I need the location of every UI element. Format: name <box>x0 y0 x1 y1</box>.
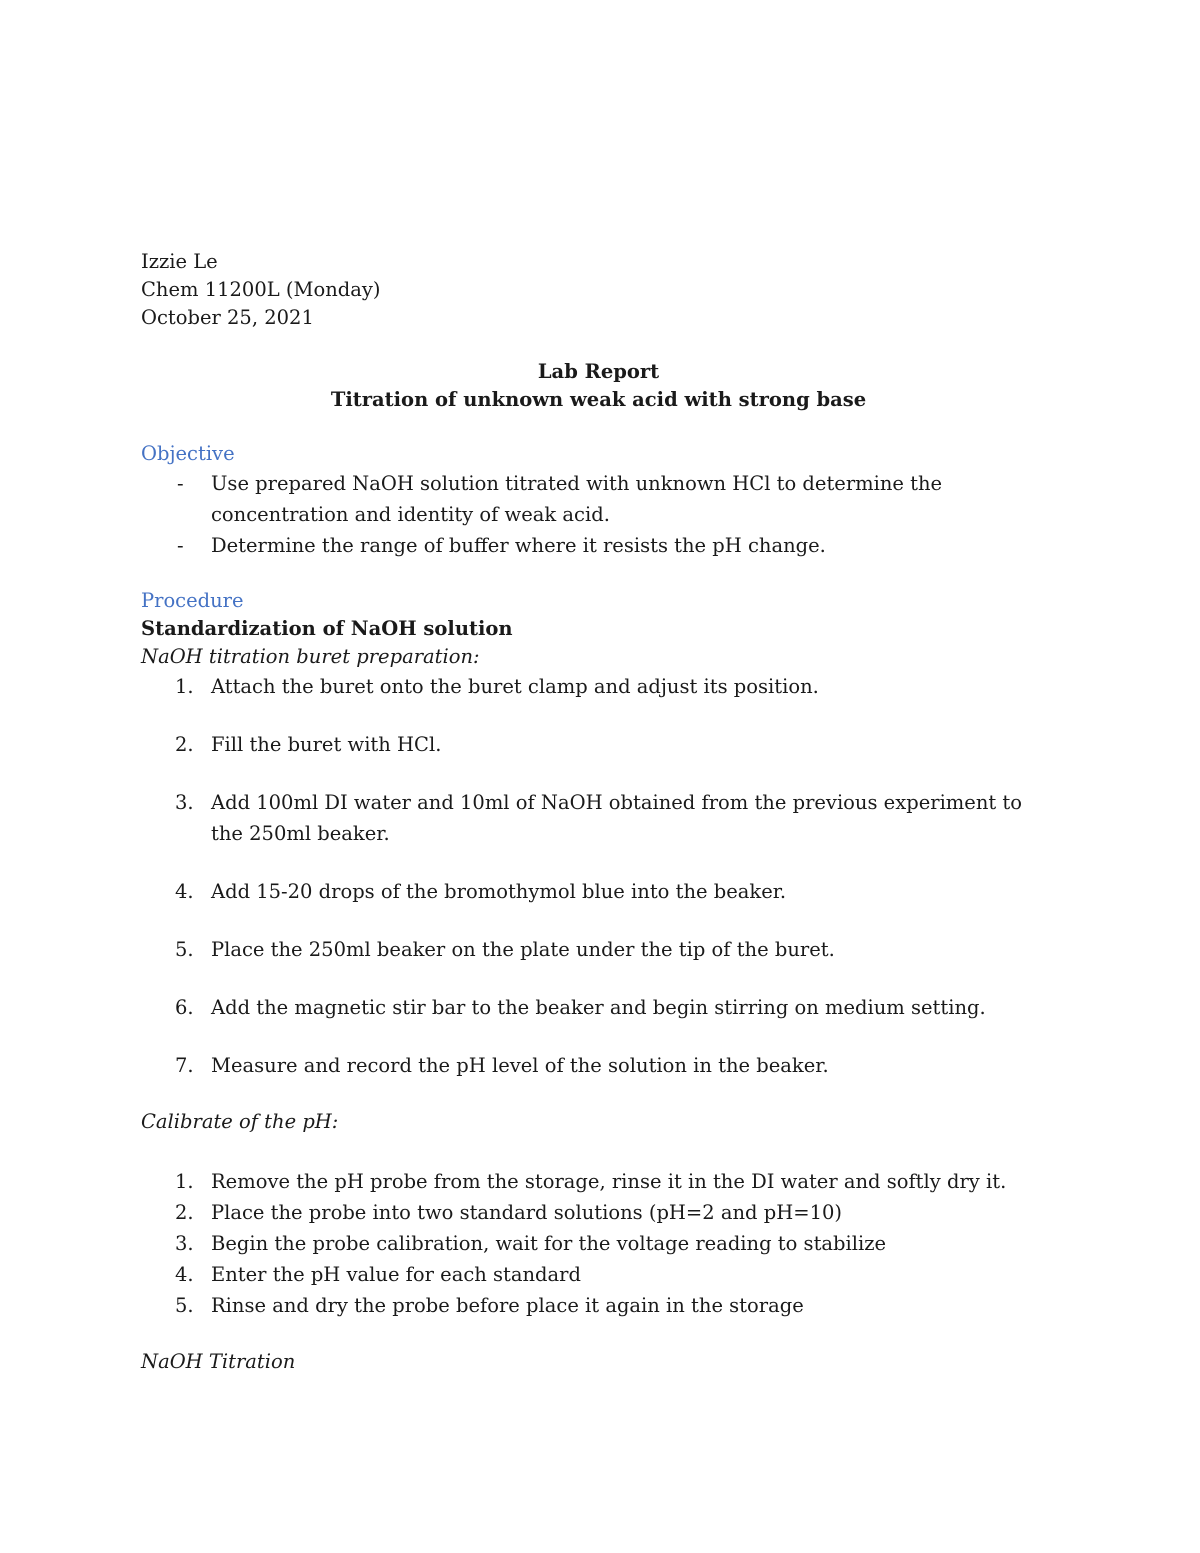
objective-list <box>141 468 1056 561</box>
calibrate-step-text: Begin the probe calibration, wait for the voltage reading to stabilize <box>211 1232 887 1255</box>
calibrate-step: 5. Rinse and dry the probe before place it again in the storage <box>175 1294 804 1317</box>
author-name: Izzie Le <box>141 250 218 273</box>
buret-step: 6. Add the magnetic stir bar to the beaker and begin stirring on medium setting. <box>175 996 986 1019</box>
document-page <box>141 248 1056 1376</box>
calibrate-steps <box>141 1166 1056 1321</box>
objective-text: Use prepared NaOH solution titrated with unknown HCl to determine the concentration and identity of weak acid. <box>211 472 943 526</box>
calibrate-step: 2. Place the probe into two standard solutions (pH=2 and pH=10) <box>175 1201 842 1224</box>
buret-step-text: Measure and record the pH level of the solution in the beaker. <box>211 1054 829 1077</box>
dash-marker: - <box>177 472 184 495</box>
calibrate-step-text: Remove the pH probe from the storage, rinse it in the DI water and softly dry it. <box>211 1170 1007 1193</box>
buret-step-text: Add 100ml DI water and 10ml of NaOH obtained from the previous experiment to the 250ml beaker. <box>211 791 1023 845</box>
buret-step: 5. Place the 250ml beaker on the plate under the tip of the buret. <box>175 938 835 961</box>
buret-step-text: Add 15-20 drops of the bromothymol blue into the beaker. <box>211 880 787 903</box>
calibrate-step-text: Place the probe into two standard solutions (pH=2 and pH=10) <box>211 1201 842 1224</box>
buret-step: 2. Fill the buret with HCl. <box>175 733 442 756</box>
calibrate-step-text: Rinse and dry the probe before place it again in the storage <box>211 1294 804 1317</box>
calibrate-title: Calibrate of the pH: <box>141 1110 339 1133</box>
calibrate-step: 4. Enter the pH value for each standard <box>175 1263 581 1286</box>
buret-step: 7. Measure and record the pH level of the solution in the beaker. <box>175 1054 829 1077</box>
objective-heading: Objective <box>141 442 235 465</box>
procedure-subheading: Standardization of NaOH solution <box>141 617 513 640</box>
calibrate-step: 3. Begin the probe calibration, wait for the voltage reading to stabilize <box>175 1232 887 1255</box>
report-date: October 25, 2021 <box>141 306 314 329</box>
buret-prep-title: NaOH titration buret preparation: <box>141 645 480 668</box>
buret-step: 1. Attach the buret onto the buret clamp and adjust its position. <box>175 675 819 698</box>
buret-step: 3. Add 100ml DI water and 10ml of NaOH obtained from the previous experiment to the 250ml beaker. <box>175 791 1023 845</box>
buret-step: 4. Add 15-20 drops of the bromothymol blue into the beaker. <box>175 880 787 903</box>
objective-item <box>141 468 1056 530</box>
buret-step-text: Attach the buret onto the buret clamp and adjust its position. <box>211 675 819 698</box>
report-title: Lab Report <box>537 360 660 383</box>
report-subtitle: Titration of unknown weak acid with strong base <box>330 388 867 411</box>
buret-step-text: Fill the buret with HCl. <box>211 733 442 756</box>
course-name: Chem 11200L (Monday) <box>141 278 381 301</box>
titration-title: NaOH Titration <box>141 1350 296 1373</box>
calibrate-step-text: Enter the pH value for each standard <box>211 1263 581 1286</box>
objective-text: Determine the range of buffer where it resists the pH change. <box>211 534 826 557</box>
buret-step-text: Place the 250ml beaker on the plate under the tip of the buret. <box>211 938 835 961</box>
procedure-heading: Procedure <box>141 589 244 612</box>
objective-item <box>141 530 1056 561</box>
buret-step-text: Add the magnetic stir bar to the beaker and begin stirring on medium setting. <box>211 996 986 1019</box>
dash-marker: - <box>177 534 184 557</box>
calibrate-step: 1. Remove the pH probe from the storage, rinse it in the DI water and softly dry it. <box>175 1170 1007 1193</box>
buret-prep-steps <box>141 671 1056 1081</box>
